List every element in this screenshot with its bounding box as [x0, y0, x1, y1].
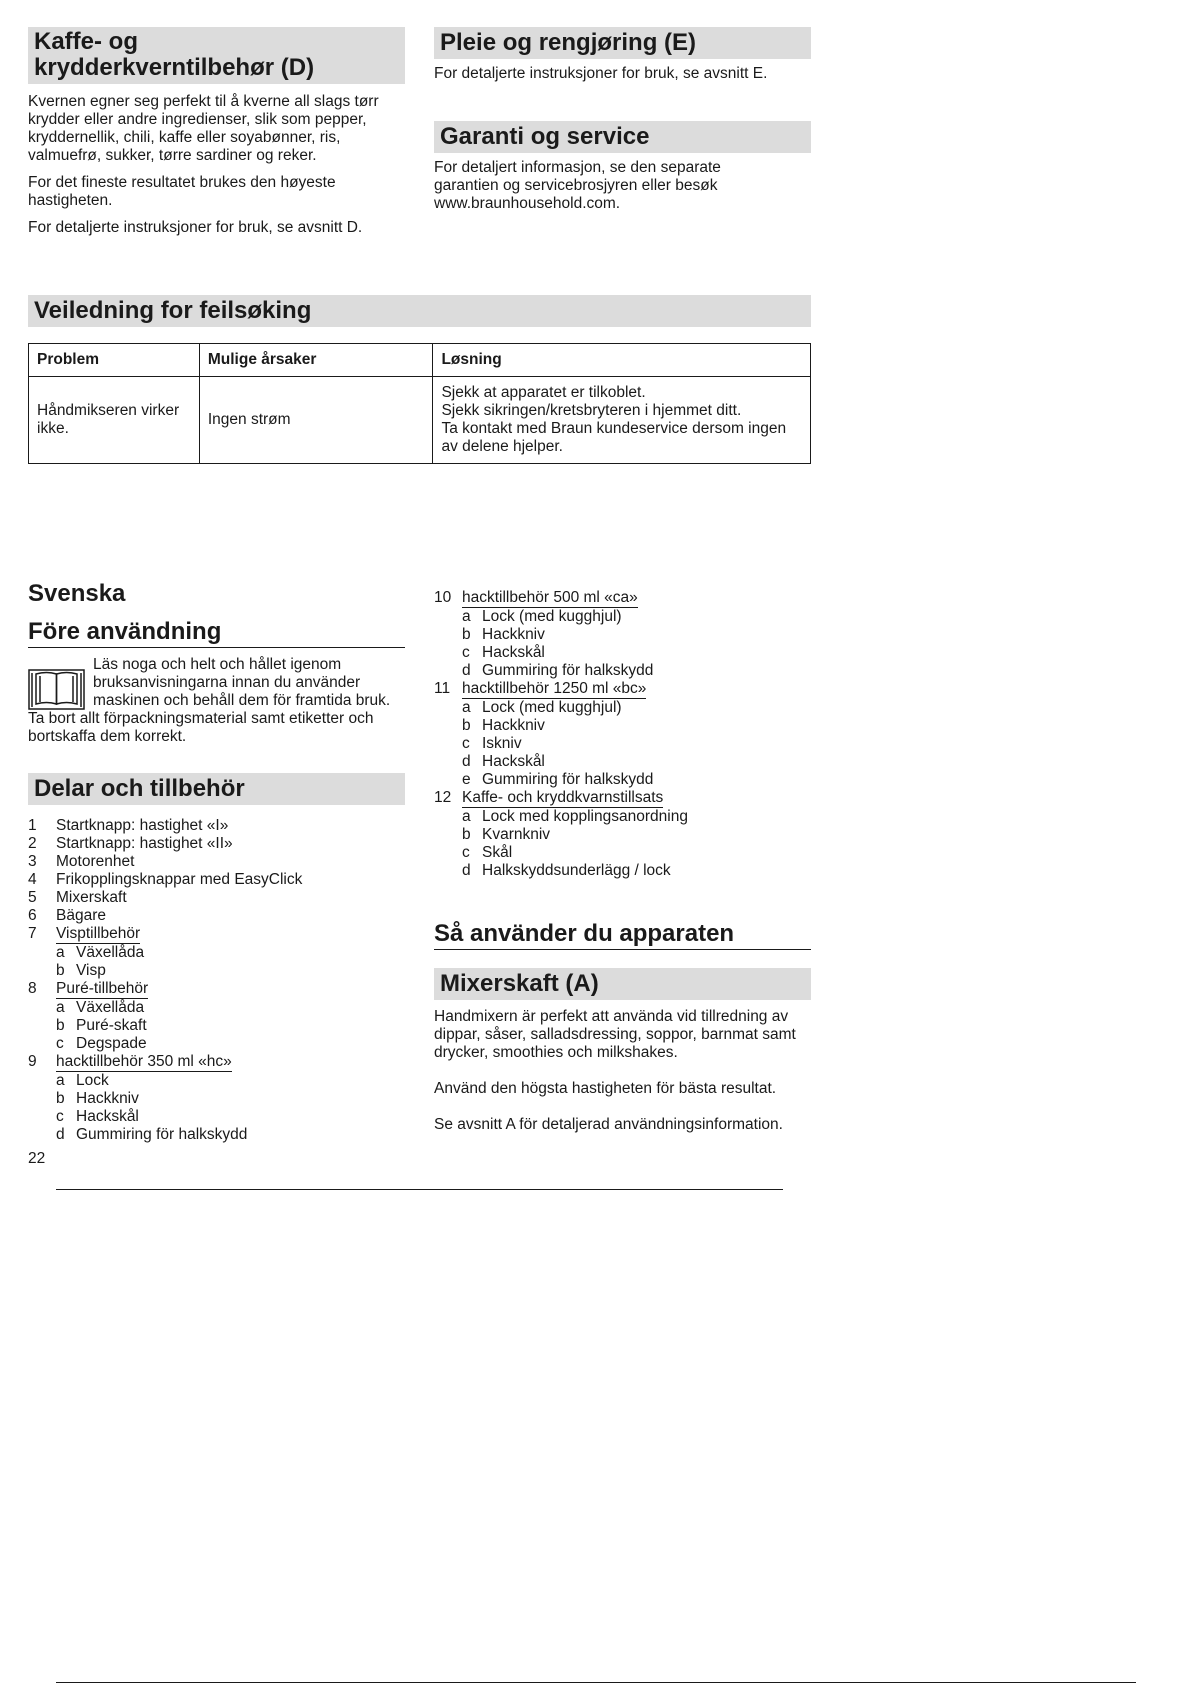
sub-list-label: Kvarnkniv	[482, 826, 551, 843]
coffee-para-3: For detaljerte instruksjoner for bruk, se avsnitt D.	[28, 219, 363, 236]
sub-list-letter: d	[462, 753, 471, 770]
list-item-number: 1	[28, 817, 37, 834]
mixer-para-2: Använd den högsta hastigheten för bästa resultat.	[434, 1080, 777, 1097]
sub-list-letter: d	[56, 1126, 65, 1143]
coffee-para-1: Kvernen egner seg perfekt til å kverne all slags tørr krydder eller andre ingredienser, slik som pepper, kryddernellik, chili, kaffe eller soyabønner, ris, valmuefrø, sukker, tørre sardiner og reker.	[28, 93, 379, 164]
sub-list-label: Hackkniv	[76, 1090, 139, 1107]
sub-list-label: Växellåda	[76, 999, 145, 1016]
sub-list-label: Lock	[76, 1072, 109, 1089]
sub-list-letter: b	[56, 1090, 65, 1107]
parts-title: Delar och tillbehör	[28, 773, 405, 805]
sub-list-letter: a	[56, 1072, 65, 1089]
care-section-title: Pleie og rengjøring (E)	[434, 27, 811, 59]
sub-list-letter: a	[56, 999, 65, 1016]
sub-list-item	[434, 717, 811, 735]
parts-list-left	[28, 817, 405, 1144]
sub-list-label: Gummiring för halkskydd	[482, 771, 654, 788]
parts-list-right	[434, 589, 811, 880]
list-item	[28, 835, 405, 853]
sub-list-item	[434, 644, 811, 662]
mixer-para-3: Se avsnitt A för detaljerad användningsinformation.	[434, 1116, 783, 1133]
sub-list-label: Visp	[76, 962, 106, 979]
sub-list-item	[434, 662, 811, 680]
sub-list-letter: d	[462, 662, 471, 679]
sub-list-label: Lock (med kugghjul)	[482, 608, 622, 625]
solution-line: Sjekk at apparatet er tilkoblet.	[441, 384, 646, 401]
list-item-number: 2	[28, 835, 37, 852]
sub-list-label: Puré-skaft	[76, 1017, 147, 1034]
sub-list-letter: b	[56, 962, 65, 979]
list-item-label: Puré-tillbehör	[56, 980, 149, 997]
sub-list-letter: c	[56, 1035, 64, 1052]
sub-list-item	[28, 1017, 405, 1035]
solution-line: Sjekk sikringen/kretsbryteren i hjemmet ditt.	[441, 402, 742, 419]
problem-cell: Håndmikseren virker ikke.	[29, 377, 200, 464]
warranty-section-title: Garanti og service	[434, 121, 811, 153]
list-item-label: Kaffe- och kryddkvarnstillsats	[462, 789, 664, 806]
list-item	[28, 853, 405, 871]
list-item	[434, 680, 811, 699]
sub-list-letter: e	[462, 771, 471, 788]
troubleshooting-section	[28, 295, 811, 327]
sub-list-item	[28, 1072, 405, 1090]
divider-rule	[56, 1189, 783, 1190]
sub-list-letter: b	[462, 826, 471, 843]
sub-list-label: Hackskål	[482, 753, 545, 770]
mixer-para-1: Handmixern är perfekt att använda vid tillredning av dippar, såser, salladsdressing, soppor, barnmat samt drycker, smoothies och milkshakes.	[434, 1008, 796, 1061]
sub-list-item	[434, 862, 811, 880]
sub-list-item	[28, 962, 405, 980]
mixer-title: Mixerskaft (A)	[434, 968, 811, 1000]
coffee-section	[28, 27, 405, 237]
sub-list-label: Hackskål	[76, 1108, 139, 1125]
sub-list-label: Gummiring för halkskydd	[76, 1126, 248, 1143]
cause-cell: Ingen strøm	[199, 377, 433, 464]
sub-list-item	[28, 1108, 405, 1126]
sub-list-item	[28, 944, 405, 962]
warranty-section	[434, 121, 811, 213]
list-item-number: 8	[28, 980, 37, 997]
page-number: 22	[28, 1150, 46, 1167]
coffee-title-line2: krydderkverntilbehør (D)	[34, 54, 315, 81]
sub-list-label: Gummiring för halkskydd	[482, 662, 654, 679]
list-item-number: 4	[28, 871, 37, 888]
sub-list-label: Hackkniv	[482, 626, 545, 643]
troubleshooting-table	[28, 343, 811, 464]
before-use-text-body: Läs noga och helt och hållet igenom bruksanvisningarna innan du använder maskinen och behåll dem för framtida bruk. Ta bort allt förpackningsmaterial samt etiketter och bortskaffa dem korrekt.	[28, 656, 391, 745]
table-header-cell: Problem	[29, 344, 200, 377]
list-item-number: 11	[434, 680, 451, 697]
care-text: For detaljerte instruksjoner for bruk, se avsnitt E.	[434, 65, 768, 82]
sub-list-letter: b	[462, 717, 471, 734]
sub-list-letter: b	[462, 626, 471, 643]
table-header-row	[29, 344, 811, 377]
sub-list-label: Halkskyddsunderlägg / lock	[482, 862, 671, 879]
list-item	[28, 980, 405, 999]
list-item-label: hacktillbehör 350 ml «hc»	[56, 1053, 232, 1070]
list-item	[28, 1053, 405, 1072]
before-use-title: Före användning	[28, 618, 405, 648]
list-item	[28, 907, 405, 925]
swedish-right-column	[434, 589, 811, 1134]
sub-list-letter: b	[56, 1017, 65, 1034]
how-to-title: Så använder du apparaten	[434, 920, 811, 950]
sub-list-letter: a	[462, 808, 471, 825]
sub-list-letter: c	[462, 844, 470, 861]
sub-list-letter: a	[462, 699, 471, 716]
solution-cell	[433, 377, 811, 464]
sub-list-label: Hackskål	[482, 644, 545, 661]
sub-list-letter: a	[56, 944, 65, 961]
sub-list-letter: a	[462, 608, 471, 625]
list-item	[28, 925, 405, 944]
sub-list-letter: c	[462, 644, 470, 661]
sub-list-item	[28, 1090, 405, 1108]
warranty-text: For detaljert informasjon, se den separate garantien og servicebrosjyren eller besøk www.braunhousehold.com.	[434, 159, 721, 212]
sub-list-item	[434, 771, 811, 789]
sub-list-letter: c	[56, 1108, 64, 1125]
list-item-number: 6	[28, 907, 37, 924]
list-item	[434, 589, 811, 608]
solution-line: Ta kontakt med Braun kundeservice dersom ingen av delene hjelper.	[441, 420, 787, 455]
coffee-para-2: For det fineste resultatet brukes den høyeste hastigheten.	[28, 174, 336, 209]
table-header-cell: Mulige årsaker	[199, 344, 433, 377]
sub-list-label: Hackkniv	[482, 717, 545, 734]
sub-list-item	[434, 826, 811, 844]
sub-list-item	[434, 699, 811, 717]
list-item-number: 7	[28, 925, 37, 942]
coffee-section-title	[28, 27, 405, 84]
table-header-cell: Løsning	[433, 344, 811, 377]
sub-list-item	[28, 999, 405, 1017]
list-item-label: Motorenhet	[56, 853, 135, 870]
table-row	[29, 377, 811, 464]
list-item-number: 12	[434, 789, 452, 806]
language-heading: Svenska	[28, 580, 126, 607]
sub-list-label: Lock med kopplingsanordning	[482, 808, 688, 825]
sub-list-item	[28, 1035, 405, 1053]
list-item-number: 10	[434, 589, 452, 606]
sub-list-letter: c	[462, 735, 470, 752]
list-item-number: 9	[28, 1053, 37, 1070]
troubleshooting-title: Veiledning for feilsøking	[28, 295, 811, 327]
list-item-label: Bägare	[56, 907, 106, 924]
sub-list-label: Degspade	[76, 1035, 147, 1052]
list-item-label: Mixerskaft	[56, 889, 127, 906]
sub-list-item	[434, 735, 811, 753]
list-item	[28, 889, 405, 907]
book-icon	[28, 667, 85, 711]
list-item-label: hacktillbehör 1250 ml «bc»	[462, 680, 647, 697]
sub-list-label: Iskniv	[482, 735, 522, 752]
sub-list-item	[434, 626, 811, 644]
list-item	[434, 789, 811, 808]
care-section	[434, 27, 811, 83]
sub-list-label: Lock (med kugghjul)	[482, 699, 622, 716]
list-item	[28, 817, 405, 835]
list-item-label: Startknapp: hastighet «II»	[56, 835, 233, 852]
list-item-number: 5	[28, 889, 37, 906]
sub-list-item	[434, 608, 811, 626]
sub-list-item	[28, 1126, 405, 1144]
list-item-label: Visptillbehör	[56, 925, 141, 942]
coffee-title-line1: Kaffe- og	[34, 28, 138, 55]
sub-list-item	[434, 753, 811, 771]
sub-list-label: Växellåda	[76, 944, 145, 961]
list-item-label: Frikopplingsknappar med EasyClick	[56, 871, 303, 888]
sub-list-item	[434, 808, 811, 826]
sub-list-letter: d	[462, 862, 471, 879]
list-item-number: 3	[28, 853, 37, 870]
list-item-label: Startknapp: hastighet «I»	[56, 817, 229, 834]
sub-list-item	[434, 844, 811, 862]
sub-list-label: Skål	[482, 844, 513, 861]
list-item-label: hacktillbehör 500 ml «ca»	[462, 589, 638, 606]
list-item	[28, 871, 405, 889]
bottom-rule	[56, 1682, 1136, 1683]
